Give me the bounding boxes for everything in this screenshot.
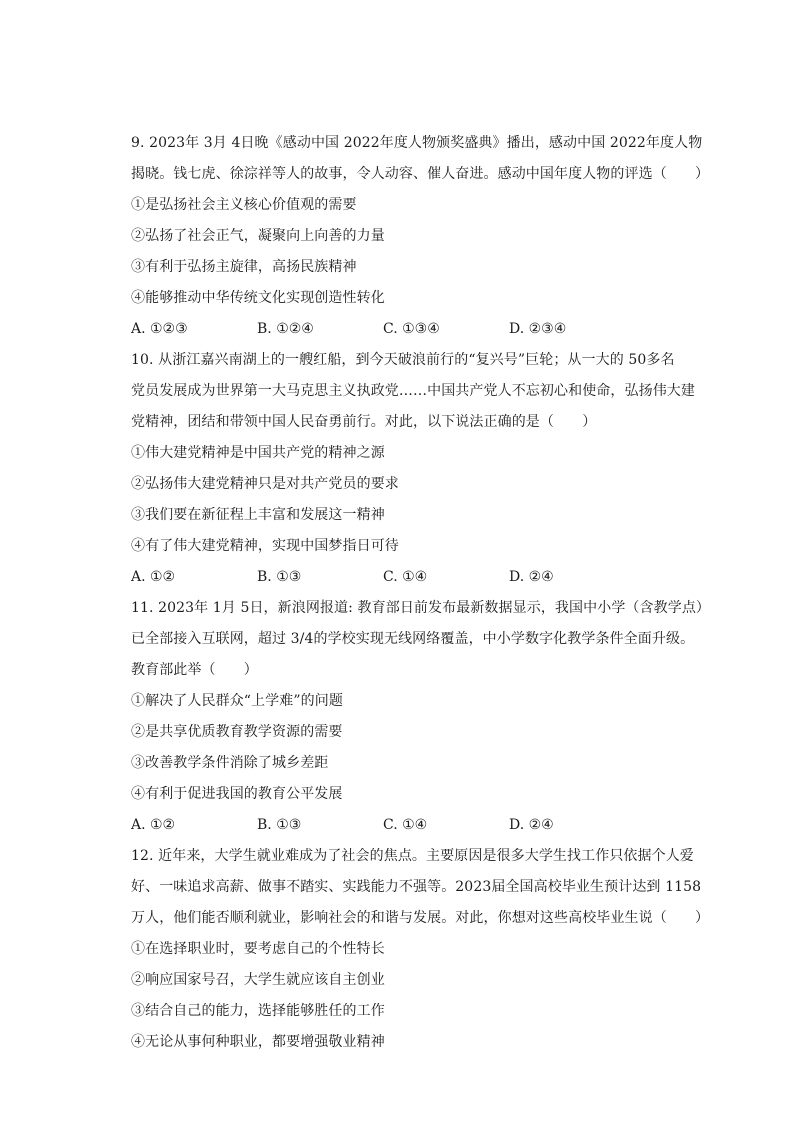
option-c[interactable]: C. ①④	[383, 569, 428, 585]
option-b[interactable]: B. ①②④	[257, 321, 314, 337]
question-stem: 9. 2023年 3月 4日晚《感动中国 2022年度人物颁奖盛典》播出，感动中国 2022年度人物	[131, 135, 703, 151]
question-stem: 万人，他们能否顺利就业，影响社会的和谐与发展。对此，你想对这些高校毕业生说（ ）	[131, 910, 710, 926]
question-stem: 党员发展成为世界第一大马克思主义执政党……中国共产党人不忘初心和使命，弘扬伟大建	[131, 383, 695, 399]
answer-options	[131, 562, 706, 593]
statement: ④有了伟大建党精神，实现中国梦指日可待	[131, 538, 399, 554]
statement: ①伟大建党精神是中国共产党的精神之源	[131, 445, 385, 461]
option-d[interactable]: D. ②④	[509, 569, 554, 585]
option-a[interactable]: A. ①②	[131, 569, 176, 585]
question-stem: 已全部接入互联网，超过 3/4的学校实现无线网络覆盖，中小学数字化教学条件全面升级。	[131, 631, 695, 647]
option-c[interactable]: C. ①④	[383, 817, 428, 833]
statement: ①在选择职业时，要考虑自己的个性特长	[131, 941, 385, 957]
statement: ④无论从事何种职业，都要增强敬业精神	[131, 1034, 385, 1050]
question-stem: 12. 近年来，大学生就业难成为了社会的焦点。主要原因是很多大学生找工作只依据个人爱	[131, 848, 694, 864]
option-a[interactable]: A. ①②	[131, 817, 176, 833]
question-9	[131, 128, 710, 345]
statement: ③改善教学条件消除了城乡差距	[131, 755, 329, 771]
option-d[interactable]: D. ②③④	[509, 321, 567, 337]
option-b[interactable]: B. ①③	[257, 569, 302, 585]
question-stem: 揭晓。钱七虎、徐淙祥等人的故事，令人动容、催人奋进。感动中国年度人物的评选（ ）	[131, 166, 710, 182]
option-c[interactable]: C. ①③④	[383, 321, 440, 337]
statement: ②弘扬了社会正气，凝聚向上向善的力量	[131, 228, 385, 244]
option-d[interactable]: D. ②④	[509, 817, 554, 833]
question-stem: 好、一味追求高薪、做事不踏实、实践能力不强等。2023届全国高校毕业生预计达到 1158	[131, 879, 702, 895]
answer-options	[131, 810, 706, 841]
statement: ③结合自己的能力，选择能够胜任的工作	[131, 1003, 385, 1019]
statement: ③我们要在新征程上丰富和发展这一精神	[131, 507, 385, 523]
statement: ④能够推动中华传统文化实现创造性转化	[131, 290, 385, 306]
question-stem: 党精神，团结和带领中国人民奋勇前行。对此，以下说法正确的是（ ）	[131, 414, 597, 430]
statement: ①是弘扬社会主义核心价值观的需要	[131, 197, 357, 213]
question-10	[131, 345, 706, 593]
question-stem: 11. 2023年 1月 5日，新浪网报道: 教育部日前发布最新数据显示，我国中小学（含教学点）	[131, 600, 711, 616]
statement: ②弘扬伟大建党精神只是对共产党员的要求	[131, 476, 399, 492]
statement: ②响应国家号召，大学生就应该自主创业	[131, 972, 385, 988]
question-stem: 10. 从浙江嘉兴南湖上的一艘红船，到今天破浪前行的“复兴号”巨轮；从一大的 50多名	[131, 352, 675, 368]
statement: ①解决了人民群众“上学难”的问题	[131, 693, 343, 709]
answer-options	[131, 314, 706, 345]
option-a[interactable]: A. ①②③	[131, 321, 188, 337]
question-11	[131, 593, 711, 841]
statement: ②是共享优质教育教学资源的需要	[131, 724, 343, 740]
statement: ④有利于促进我国的教育公平发展	[131, 786, 343, 802]
question-12	[131, 841, 710, 1058]
statement: ③有利于弘扬主旋律，高扬民族精神	[131, 259, 357, 275]
option-b[interactable]: B. ①③	[257, 817, 302, 833]
question-stem: 教育部此举（ ）	[131, 662, 258, 678]
question-list	[131, 128, 711, 1058]
